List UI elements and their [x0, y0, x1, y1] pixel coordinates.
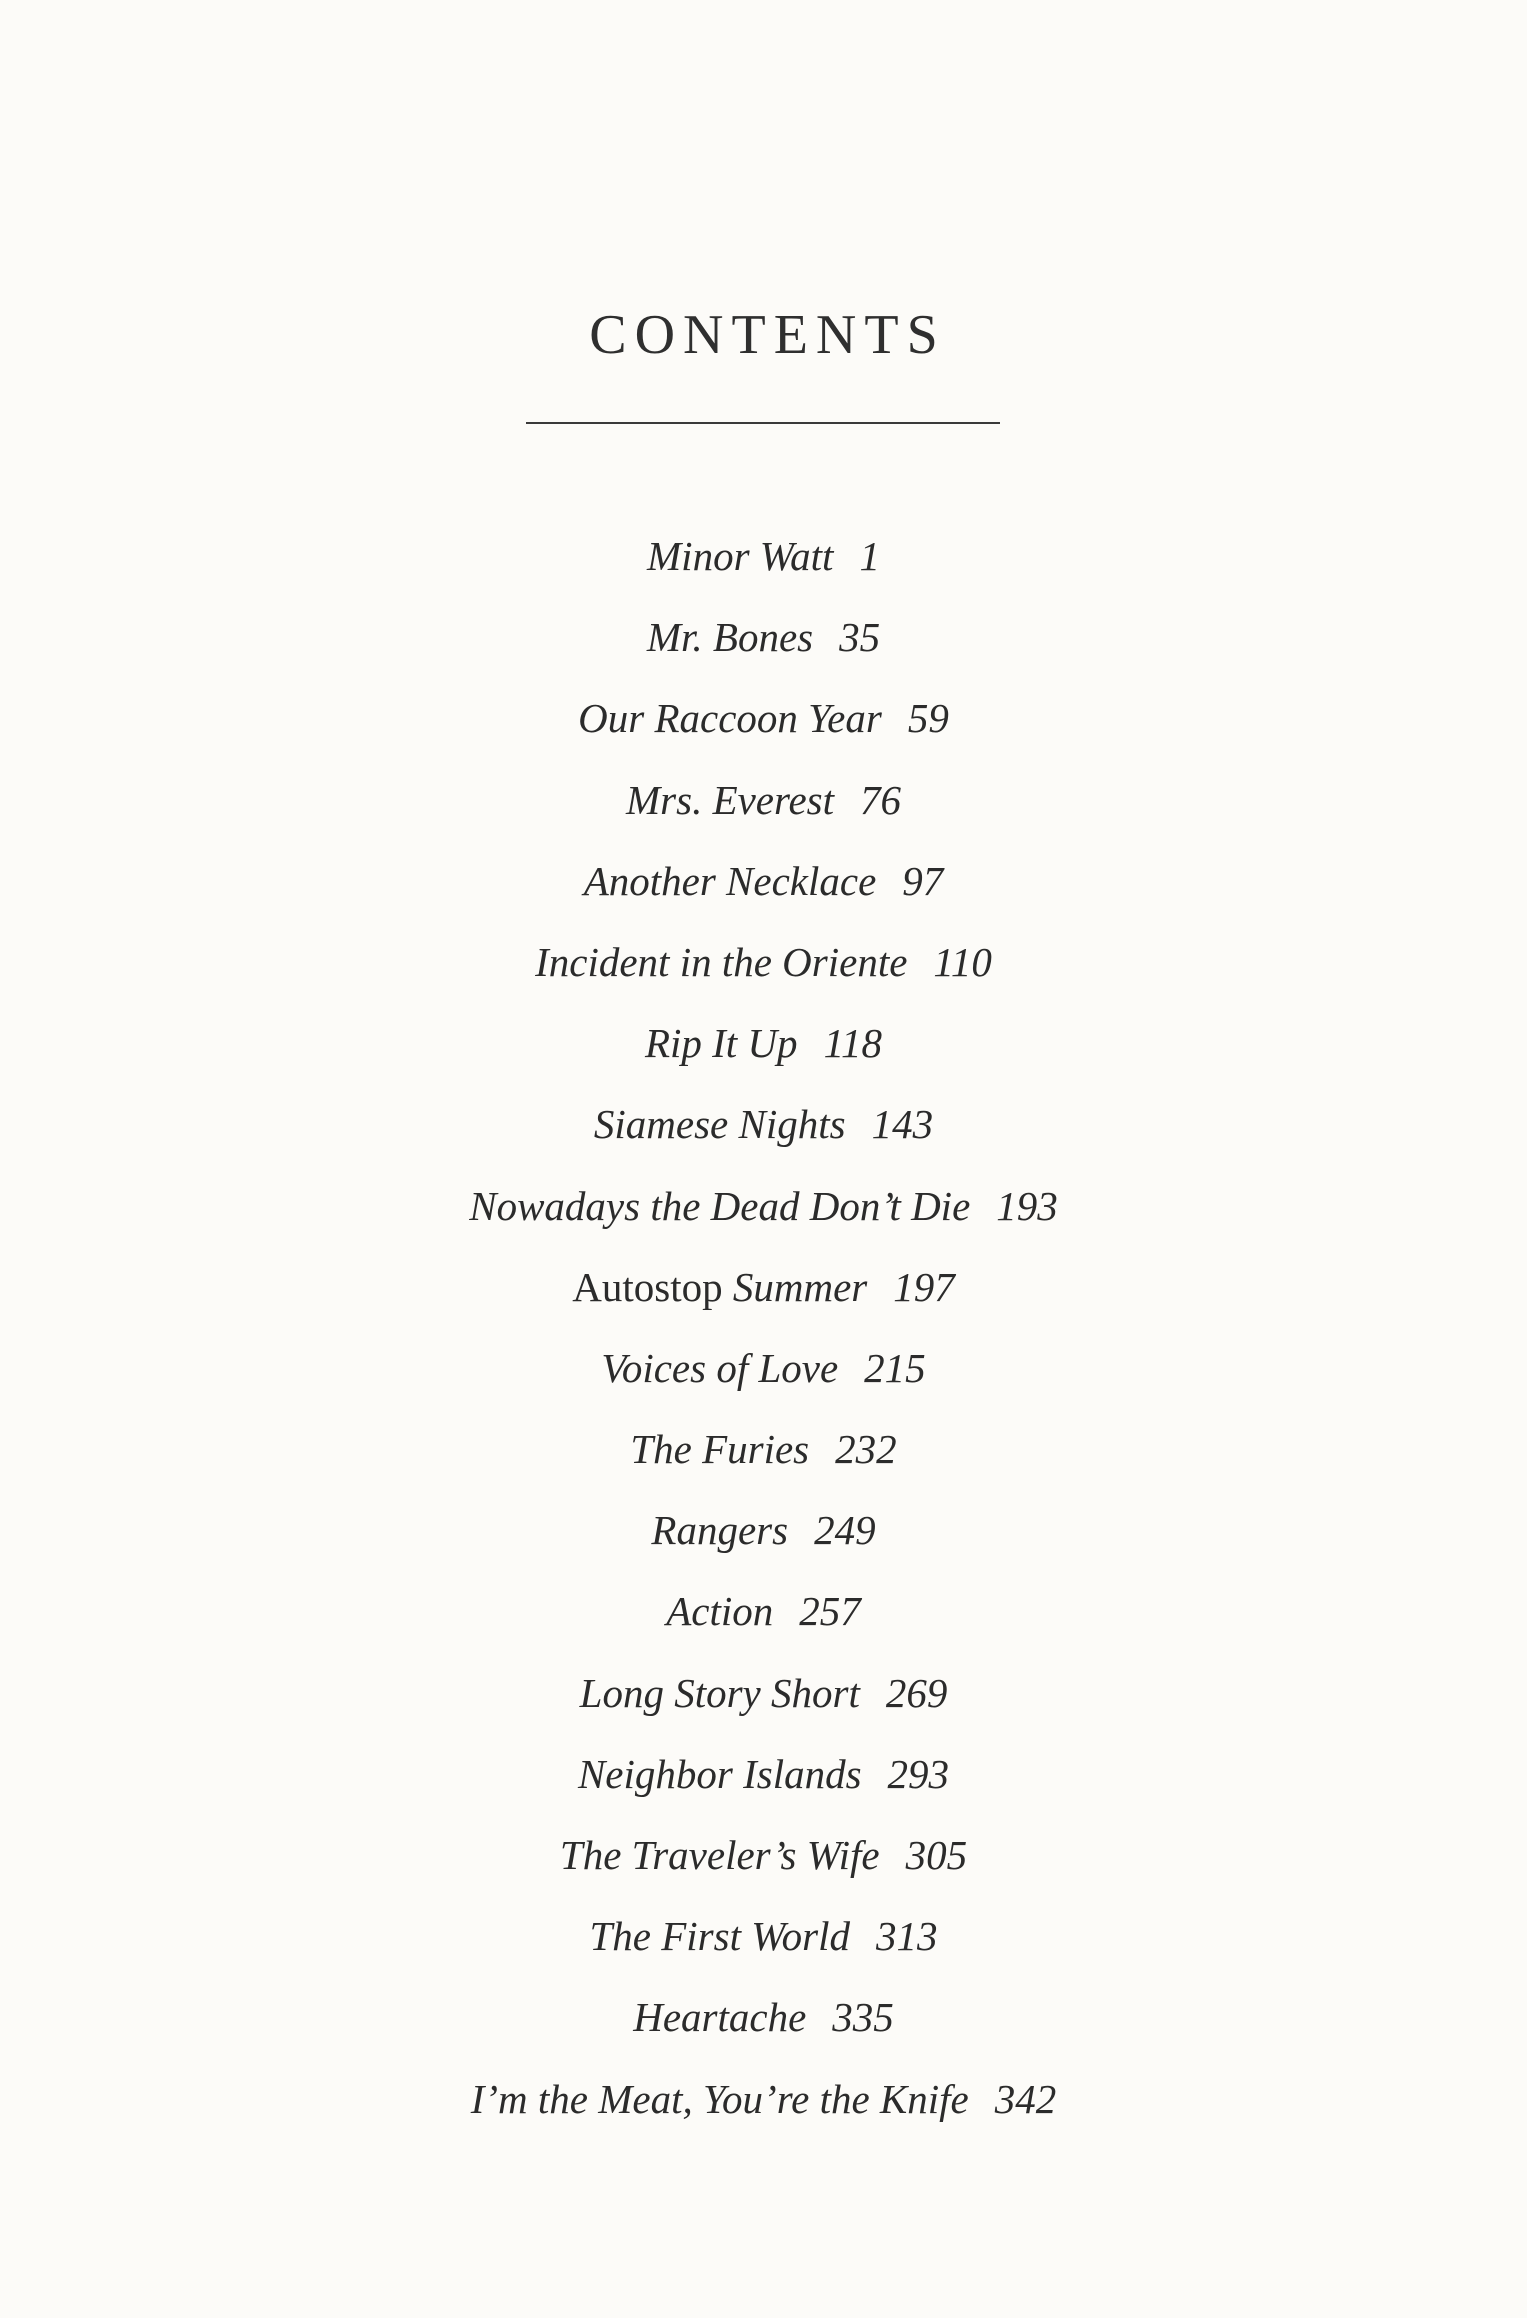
toc-entry: [0, 1338, 1527, 1419]
entry-page-number: 59: [907, 695, 949, 742]
toc-entry: [0, 1257, 1527, 1338]
contents-heading: CONTENTS: [589, 304, 946, 366]
entry-page-number: 118: [823, 1020, 883, 1067]
toc-entry: [0, 851, 1527, 932]
toc-entry: [0, 1744, 1527, 1825]
entry-page-number: 342: [994, 2075, 1057, 2122]
toc-entry: [0, 526, 1527, 607]
entry-page-number: 305: [905, 1832, 968, 1878]
entry-page-number: 232: [835, 1426, 897, 1473]
entry-title: Our Raccoon Year: [578, 695, 882, 742]
toc-entry: [0, 1663, 1527, 1744]
entry-page-number: 143: [871, 1101, 934, 1148]
table-of-contents: [0, 526, 1527, 2150]
entry-title: The First World: [589, 1913, 850, 1960]
entry-page-number: 193: [996, 1182, 1058, 1229]
toc-entry: [0, 1987, 1527, 2068]
entry-page-number: 1: [859, 533, 880, 579]
entry-title: Neighbor Islands: [577, 1750, 862, 1797]
entry-title: Long Story Short: [579, 1669, 860, 1716]
toc-entry: [0, 1581, 1527, 1662]
heading-rule: [526, 422, 1000, 424]
entry-title: I’m the Meat, You’re the Knife: [470, 2075, 969, 2122]
entry-title: Incident in the Oriente: [535, 938, 908, 985]
toc-entry: [0, 932, 1527, 1013]
entry-page-number: 110: [933, 938, 992, 985]
toc-entry: [0, 688, 1527, 769]
entry-title: Voices of Love: [601, 1344, 839, 1391]
toc-entry: [0, 1176, 1527, 1257]
entry-page-number: 197: [893, 1263, 955, 1310]
entry-title: Minor Watt: [647, 533, 834, 579]
entry-page-number: 335: [832, 1994, 894, 2041]
toc-entry: [0, 1419, 1527, 1500]
entry-title: [572, 1264, 867, 1310]
entry-title: The Furies: [630, 1426, 810, 1473]
toc-entry: [0, 1013, 1527, 1094]
toc-entry: [0, 770, 1527, 851]
entry-title: Rip It Up: [644, 1020, 798, 1067]
toc-entry: [0, 607, 1527, 688]
entry-title: Heartache: [633, 1994, 807, 2041]
entry-title: Action: [666, 1588, 774, 1635]
entry-page-number: 97: [902, 857, 944, 904]
toc-entry: [0, 1906, 1527, 1987]
toc-entry: [0, 1094, 1527, 1175]
entry-title: Another Necklace: [583, 857, 877, 904]
entry-title-roman: Autostop: [572, 1263, 723, 1310]
entry-page-number: 313: [875, 1913, 938, 1960]
entry-page-number: 35: [839, 614, 881, 661]
toc-entry: [0, 1825, 1527, 1906]
toc-entry: [0, 1500, 1527, 1581]
entry-title: Mr. Bones: [646, 614, 814, 661]
entry-title: The Traveler’s Wife: [559, 1832, 880, 1878]
entry-page-number: 257: [799, 1588, 861, 1635]
entry-page-number: 293: [887, 1750, 950, 1797]
entry-title: Rangers: [651, 1507, 789, 1554]
entry-page-number: 269: [885, 1669, 948, 1716]
entry-page-number: 76: [859, 776, 901, 823]
entry-title: Mrs. Everest: [626, 776, 834, 823]
entry-title: Nowadays the Dead Don’t Die: [469, 1182, 971, 1229]
entry-title-italic: Summer: [732, 1263, 868, 1310]
entry-title: Siamese Nights: [593, 1101, 846, 1148]
toc-entry: [0, 2069, 1527, 2150]
entry-page-number: 249: [814, 1507, 876, 1554]
entry-page-number: 215: [864, 1344, 926, 1391]
